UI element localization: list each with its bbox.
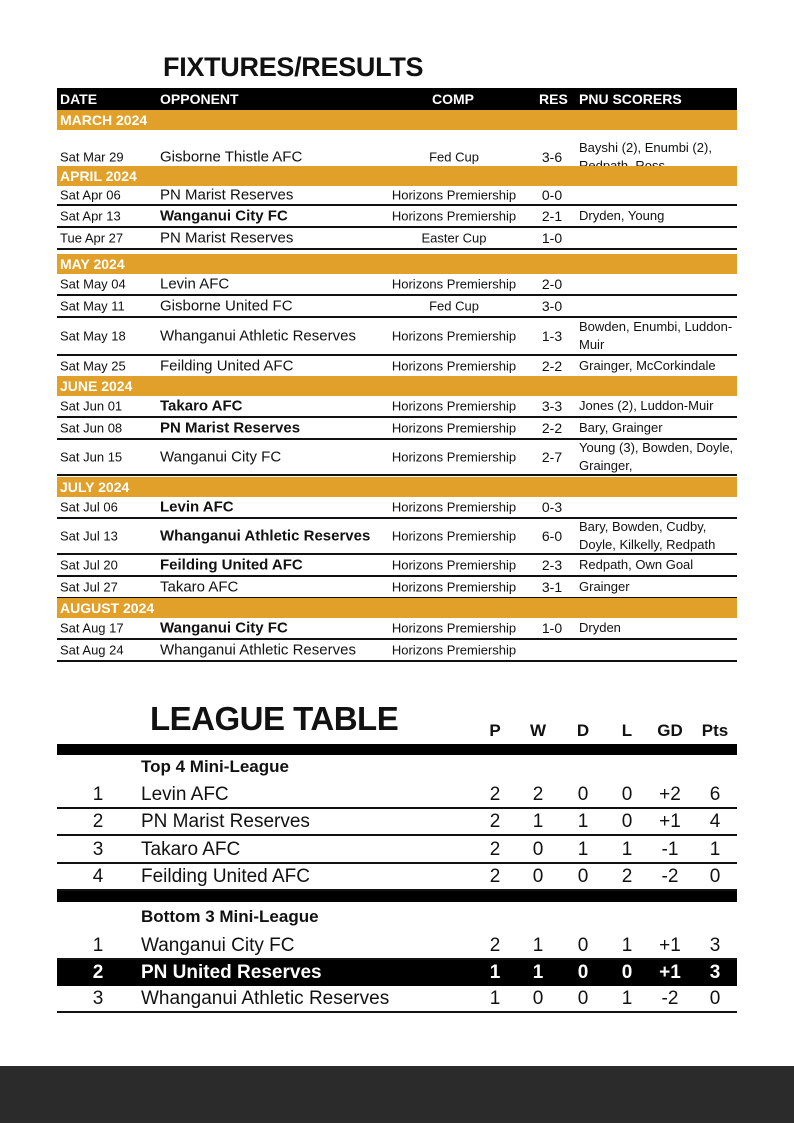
league-w: 0	[532, 988, 544, 1009]
league-team: Feilding United AFC	[141, 866, 310, 887]
fixture-competition: Horizons Premiership	[391, 328, 517, 344]
fixture-date: Sat May 18	[60, 328, 126, 344]
league-l: 0	[621, 811, 633, 832]
league-row	[57, 865, 737, 891]
fixture-opponent: PN Marist Reserves	[160, 186, 294, 204]
league-position: 3	[92, 988, 104, 1009]
fixture-row	[57, 555, 737, 577]
fixture-competition: Horizons Premiership	[391, 449, 517, 465]
fixture-opponent: Feilding United AFC	[160, 357, 294, 375]
league-gd: -2	[661, 988, 679, 1009]
fixture-row	[57, 440, 737, 476]
league-table-title: LEAGUE TABLE	[150, 700, 399, 737]
fixture-date: Sat Mar 29	[60, 149, 124, 165]
league-position: 1	[92, 935, 104, 956]
league-position: 2	[92, 962, 104, 983]
league-w: 1	[532, 811, 544, 832]
league-pts: 3	[709, 962, 721, 983]
fixture-opponent: Feilding United AFC	[160, 556, 303, 574]
fixture-opponent: PN Marist Reserves	[160, 419, 301, 437]
fixture-opponent: Levin AFC	[160, 275, 230, 293]
league-row	[57, 810, 737, 836]
fixture-result: 2-1	[541, 208, 563, 224]
fixture-result: 3-3	[541, 398, 563, 414]
league-row	[57, 934, 737, 960]
fixture-result: 6-0	[541, 528, 563, 544]
fixture-date: Sat Jun 15	[60, 449, 123, 465]
fixture-result: 2-2	[541, 420, 563, 436]
fixture-result: 1-0	[541, 230, 563, 246]
league-gd: -1	[661, 839, 679, 860]
fixture-opponent: PN Marist Reserves	[160, 229, 294, 247]
league-p: 2	[489, 866, 501, 887]
fixture-competition: Horizons Premiership	[391, 642, 517, 658]
league-w: 0	[532, 866, 544, 887]
fixture-result: 3-1	[541, 579, 563, 595]
fixture-date: Sat Jul 06	[60, 499, 118, 515]
month-header: APRIL 2024	[57, 166, 737, 186]
league-d: 1	[577, 811, 589, 832]
fixture-date: Sat Jul 20	[60, 557, 118, 573]
fixture-competition: Horizons Premiership	[391, 358, 517, 374]
league-p: 1	[489, 988, 501, 1009]
league-d: 1	[577, 839, 589, 860]
fixture-competition: Horizons Premiership	[391, 398, 517, 414]
fixture-competition: Horizons Premiership	[391, 187, 517, 203]
fixture-competition: Horizons Premiership	[391, 420, 517, 436]
fixture-scorers: Bary, Bowden, Cudby, Doyle, Kilkelly, Redpath	[579, 519, 716, 552]
fixture-scorers: Dryden, Young	[579, 208, 665, 223]
fixture-row	[57, 497, 737, 519]
fixture-opponent: Whanganui Athletic Reserves	[160, 527, 371, 545]
fixture-row	[57, 519, 737, 555]
fixture-competition: Horizons Premiership	[391, 208, 517, 224]
fixture-date: Sat Aug 17	[60, 620, 124, 636]
league-row	[57, 987, 737, 1013]
fixture-date: Sat Apr 13	[60, 208, 121, 224]
fixture-date: Sat Aug 24	[60, 642, 124, 658]
fixture-opponent: Gisborne Thistle AFC	[160, 148, 303, 166]
league-p: 1	[489, 962, 501, 983]
league-d: 0	[577, 988, 589, 1009]
league-l: 1	[621, 839, 633, 860]
league-w: 2	[532, 784, 544, 805]
league-pts: 6	[709, 784, 721, 805]
league-d: 0	[577, 962, 589, 983]
fixture-opponent: Wanganui City FC	[160, 448, 282, 466]
league-divider-bar	[57, 744, 737, 755]
league-d: 0	[577, 784, 589, 805]
league-team: Wanganui City FC	[141, 935, 295, 956]
month-header: JUNE 2024	[57, 376, 737, 396]
fixture-date: Sat Apr 06	[60, 187, 121, 203]
fixture-row	[57, 186, 737, 206]
fixture-row	[57, 418, 737, 440]
fixture-competition: Horizons Premiership	[391, 528, 517, 544]
league-header-gd: GD	[657, 721, 683, 740]
fixture-scorers: Grainger, McCorkindale	[579, 358, 716, 373]
fixture-opponent: Takaro AFC	[160, 578, 239, 596]
league-position: 2	[92, 811, 104, 832]
fixture-scorers: Jones (2), Luddon-Muir	[579, 398, 714, 413]
fixture-opponent: Takaro AFC	[160, 397, 243, 415]
fixture-competition: Horizons Premiership	[391, 276, 517, 292]
fixture-row	[57, 356, 737, 378]
fixture-date: Sat Jul 13	[60, 528, 118, 544]
league-pts: 3	[709, 935, 721, 956]
header-scorers: PNU SCORERS	[579, 91, 682, 107]
fixture-result: 2-2	[541, 358, 563, 374]
fixture-row	[57, 577, 737, 599]
league-l: 1	[621, 988, 633, 1009]
fixture-result: 1-0	[541, 620, 563, 636]
league-pts: 4	[709, 811, 721, 832]
league-p: 2	[489, 784, 501, 805]
month-header: MARCH 2024	[57, 110, 737, 130]
fixture-competition: Horizons Premiership	[391, 620, 517, 636]
mini-league-title: Bottom 3 Mini-League	[141, 907, 319, 926]
fixture-date: Sat May 11	[60, 298, 125, 314]
fixture-row	[57, 618, 737, 640]
league-p: 2	[489, 935, 501, 956]
mini-league-title: Top 4 Mini-League	[141, 757, 289, 776]
league-p: 2	[489, 839, 501, 860]
league-row	[57, 838, 737, 864]
fixture-competition: Horizons Premiership	[391, 557, 517, 573]
league-p: 2	[489, 811, 501, 832]
league-w: 1	[532, 962, 544, 983]
fixture-row	[57, 318, 737, 356]
league-d: 0	[577, 935, 589, 956]
fixture-row	[57, 228, 737, 250]
fixture-scorers: Bowden, Enumbi, Luddon-Muir	[579, 319, 733, 352]
fixture-date: Tue Apr 27	[60, 230, 124, 246]
fixture-competition: Easter Cup	[421, 230, 487, 246]
league-header-w: W	[529, 721, 547, 740]
fixture-date: Sat Jul 27	[60, 579, 118, 595]
fixture-opponent: Gisborne United FC	[160, 297, 293, 315]
fixture-row	[57, 396, 737, 418]
league-team: Whanganui Athletic Reserves	[141, 988, 390, 1009]
league-header-pts: Pts	[701, 721, 729, 740]
header-res: RES	[539, 91, 568, 107]
fixture-date: Sat Jun 08	[60, 420, 123, 436]
fixture-row	[57, 206, 737, 228]
fixture-result: 3-6	[541, 149, 563, 165]
league-team: Takaro AFC	[141, 839, 241, 860]
fixture-row	[57, 296, 737, 318]
league-position: 1	[92, 784, 104, 805]
fixture-result: 2-7	[541, 449, 563, 465]
fixture-date: Sat Jun 01	[60, 398, 123, 414]
league-gd: +1	[659, 935, 681, 956]
month-header: JULY 2024	[57, 477, 737, 497]
fixture-competition: Fed Cup	[429, 149, 479, 165]
league-pts: 0	[709, 866, 721, 887]
fixture-result: 0-3	[541, 499, 563, 515]
fixture-date: Sat May 25	[60, 358, 126, 374]
league-divider-bar	[57, 891, 737, 902]
fixtures-header-row	[57, 88, 737, 110]
fixture-scorers: Grainger	[579, 579, 630, 594]
fixture-competition: Horizons Premiership	[391, 579, 517, 595]
league-header-p: P	[489, 721, 501, 740]
league-d: 0	[577, 866, 589, 887]
league-w: 1	[532, 935, 544, 956]
month-header: AUGUST 2024	[57, 598, 737, 618]
header-date: DATE	[60, 91, 98, 107]
fixture-scorers: Bayshi (2), Enumbi (2),	[579, 140, 712, 155]
league-header-l: L	[621, 721, 633, 740]
league-gd: -2	[661, 866, 679, 887]
fixture-date: Sat May 04	[60, 276, 126, 292]
fixture-result: 3-0	[541, 298, 563, 314]
league-pts: 1	[709, 839, 721, 860]
fixture-row	[57, 274, 737, 296]
fixture-result: 0-0	[541, 187, 563, 203]
fixture-opponent: Wanganui City FC	[160, 619, 288, 637]
fixture-opponent: Whanganui Athletic Reserves	[160, 327, 356, 345]
fixture-competition: Fed Cup	[429, 298, 479, 314]
league-team: Levin AFC	[141, 784, 229, 805]
league-w: 0	[532, 839, 544, 860]
league-gd: +2	[659, 784, 681, 805]
league-gd: +1	[659, 962, 681, 983]
fixture-opponent: Levin AFC	[160, 498, 234, 516]
fixture-result: 1-3	[541, 328, 563, 344]
league-l: 0	[621, 962, 633, 983]
league-position: 3	[92, 839, 104, 860]
fixture-scorers: Young (3), Bowden, Doyle, Grainger,	[579, 440, 734, 473]
fixture-scorers: Dryden	[579, 620, 621, 635]
league-team: PN United Reserves	[141, 962, 322, 983]
league-l: 0	[621, 784, 633, 805]
league-l: 2	[621, 866, 633, 887]
league-gd: +1	[659, 811, 681, 832]
league-team: PN Marist Reserves	[141, 811, 310, 832]
fixture-result: 2-0	[541, 276, 563, 292]
fixture-opponent: Whanganui Athletic Reserves	[160, 641, 356, 659]
fixture-scorers: Bary, Grainger	[579, 420, 663, 435]
fixtures-title: FIXTURES/RESULTS	[163, 52, 424, 82]
fixture-result: 2-3	[541, 557, 563, 573]
fixture-scorers: Redpath, Own Goal	[579, 557, 694, 572]
header-comp: COMP	[432, 91, 474, 107]
fixture-opponent: Wanganui City FC	[160, 207, 288, 225]
header-opponent: OPPONENT	[160, 91, 239, 107]
footer-bar	[0, 1066, 794, 1123]
league-l: 1	[621, 935, 633, 956]
fixture-row	[57, 640, 737, 662]
month-header: MAY 2024	[57, 254, 737, 274]
league-pts: 0	[709, 988, 721, 1009]
fixture-competition: Horizons Premiership	[391, 499, 517, 515]
league-row	[57, 783, 737, 809]
league-position: 4	[92, 866, 104, 887]
league-row-highlighted	[57, 960, 737, 986]
league-header-d: D	[576, 721, 590, 740]
